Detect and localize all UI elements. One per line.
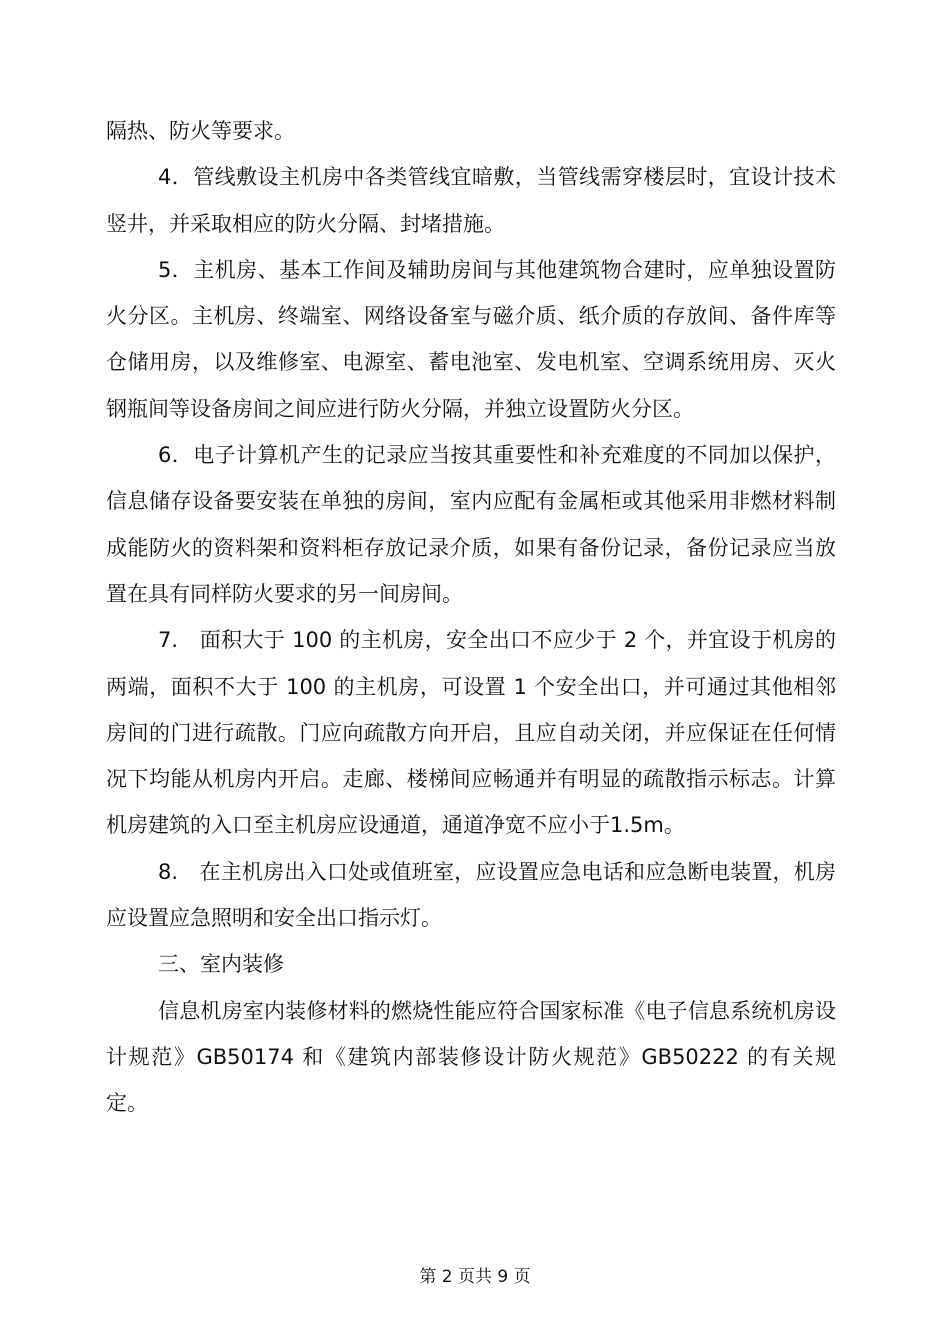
paragraph-item-8: 8. 在主机房出入口处或值班室，应设置应急电话和应急断电装置，机房应设置应急照明和安全出口指示灯。 — [106, 859, 836, 931]
paragraph-interior-decoration: 信息机房室内装修材料的燃烧性能应符合国家标准《电子信息系统机房设计规范》GB50174 和《建筑内部装修设计防火规范》GB50222 的有关规定。 — [106, 998, 836, 1116]
paragraph-item-5: 5．主机房、基本工作间及辅助房间与其他建筑物合建时，应单独设置防火分区。主机房、终端室、网络设备室与磁介质、纸介质的存放间、备件库等仓储用房，以及维修室、电源室、蓄电池室、发电机室、空调系统用房、灭火钢瓶间等设备房间之间应进行防火分隔，并独立设置防火分区。 — [106, 257, 836, 421]
page-number-footer: 第 2 页共 9 页 — [419, 1267, 531, 1287]
paragraph-continuation: 隔热、防火等要求。 — [106, 119, 295, 143]
section-heading-interior-decoration: 三、室内装修 — [158, 952, 284, 977]
paragraph-item-4: 4．管线敷设主机房中各类管线宜暗敷，当管线需穿楼层时，宜设计技术竖井，并采取相应的防火分隔、封堵措施。 — [106, 165, 836, 236]
paragraph-item-7: 7. 面积大于 100 的主机房，安全出口不应少于 2 个，并宜设于机房的两端，面积不大于 100 的主机房，可设置 1 个安全出口，并可通过其他相邻房间的门进行疏散。门应向疏散方向开启，且应自动关闭，并应保证在任何情况下均能从机房内开启。走廊、楼梯间应畅通并有明显的疏散指示标志。计算机房建筑的入口至主机房应设通道，通道净宽不应小于1.5m。 — [106, 628, 836, 838]
paragraph-item-6: 6．电子计算机产生的记录应当按其重要性和补充难度的不同加以保护，信息储存设备要安装在单独的房间，室内应配有金属柜或其他采用非燃材料制成能防火的资料架和资料柜存放记录介质，如果有备份记录，备份记录应当放置在具有同样防火要求的另一间房间。 — [106, 443, 836, 606]
document-body — [106, 108, 836, 1127]
